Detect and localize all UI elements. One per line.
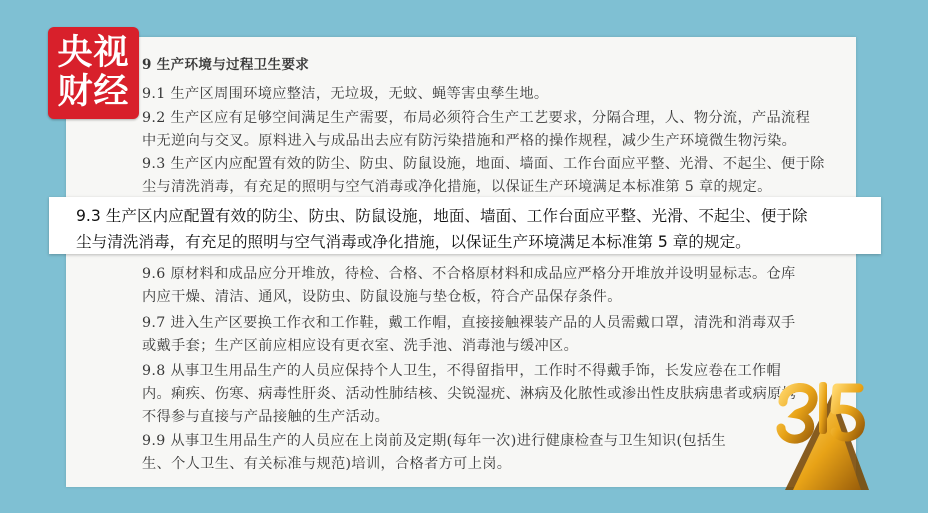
callout-line-1: 9.3 生产区内应配置有效的防尘、防虫、防鼠设施，地面、墙面、工作台面应平整、光滑、不起尘、便于除 — [76, 207, 808, 225]
doc-line-9-6-b: 内应干燥、清洁、通风，设防虫、防鼠设施与垫仓板，符合产品保存条件。 — [142, 289, 622, 305]
highlighted-clause-callout — [49, 197, 881, 254]
doc-line-section-title: 9 生产环境与过程卫生要求 — [142, 57, 310, 73]
doc-line-9-2-b: 中无逆向与交叉。原料进入与成品出去应有防污染措施和严格的操作规程，减少生产环境微生物污染。 — [142, 133, 797, 149]
doc-line-9-8-c: 不得参与直接与产品接触的生产活动。 — [142, 409, 390, 425]
doc-line-9-7-a: 9.7 进入生产区要换工作衣和工作鞋，戴工作帽，直接接触裸装产品的人员需戴口罩，清洗和消毒双手 — [142, 315, 796, 331]
document-scan — [66, 37, 856, 487]
doc-line-9-7-b: 或戴手套；生产区前应相应设有更衣室、洗手池、消毒池与缓冲区。 — [142, 338, 579, 354]
callout-line-2: 尘与清洗消毒，有充足的照明与空气消毒或净化措施，以保证生产环境满足本标准第 5 章的规定。 — [76, 233, 751, 251]
doc-line-9-8-a: 9.8 从事卫生用品生产的人员应保持个人卫生，不得留指甲，工作时不得戴手饰，长发应卷在工作帽 — [142, 363, 782, 379]
doc-line-9-6-a: 9.6 原材料和成品应分开堆放，待检、合格、不合格原材料和成品应严格分开堆放并设明显标志。仓库 — [142, 266, 796, 282]
doc-line-9-8-b: 内。痢疾、伤寒、病毒性肝炎、活动性肺结核、尖锐湿疣、淋病及化脓性或渗出性皮肤病患者或病原携 — [142, 386, 797, 402]
logo-line-2: 财经 — [57, 72, 130, 112]
doc-line-9-3-b: 尘与清洗消毒，有充足的照明与空气消毒或净化措施，以保证生产环境满足本标准第 5 章的规定。 — [142, 179, 772, 195]
cctv-finance-logo — [48, 27, 139, 119]
doc-line-9-3-a: 9.3 生产区内应配置有效的防尘、防虫、防鼠设施，地面、墙面、工作台面应平整、光滑、不起尘、便于除 — [142, 156, 825, 172]
doc-line-9-2-a: 9.2 生产区应有足够空间满足生产需要，布局必须符合生产工艺要求，分隔合理，人、物分流，产品流程 — [142, 110, 811, 126]
doc-line-9-1: 9.1 生产区周围环境应整洁，无垃圾，无蚊、蝇等害虫孳生地。 — [142, 86, 549, 102]
315-trophy-icon — [775, 372, 873, 492]
doc-line-9-9-b: 生、个人卫生、有关标准与规范)培训，合格者方可上岗。 — [142, 456, 512, 472]
logo-line-1: 央视 — [57, 33, 130, 73]
doc-line-9-9-a: 9.9 从事卫生用品生产的人员应在上岗前及定期(每年一次)进行健康检查与卫生知识(包括生 — [142, 433, 727, 449]
315-badge — [775, 372, 873, 492]
